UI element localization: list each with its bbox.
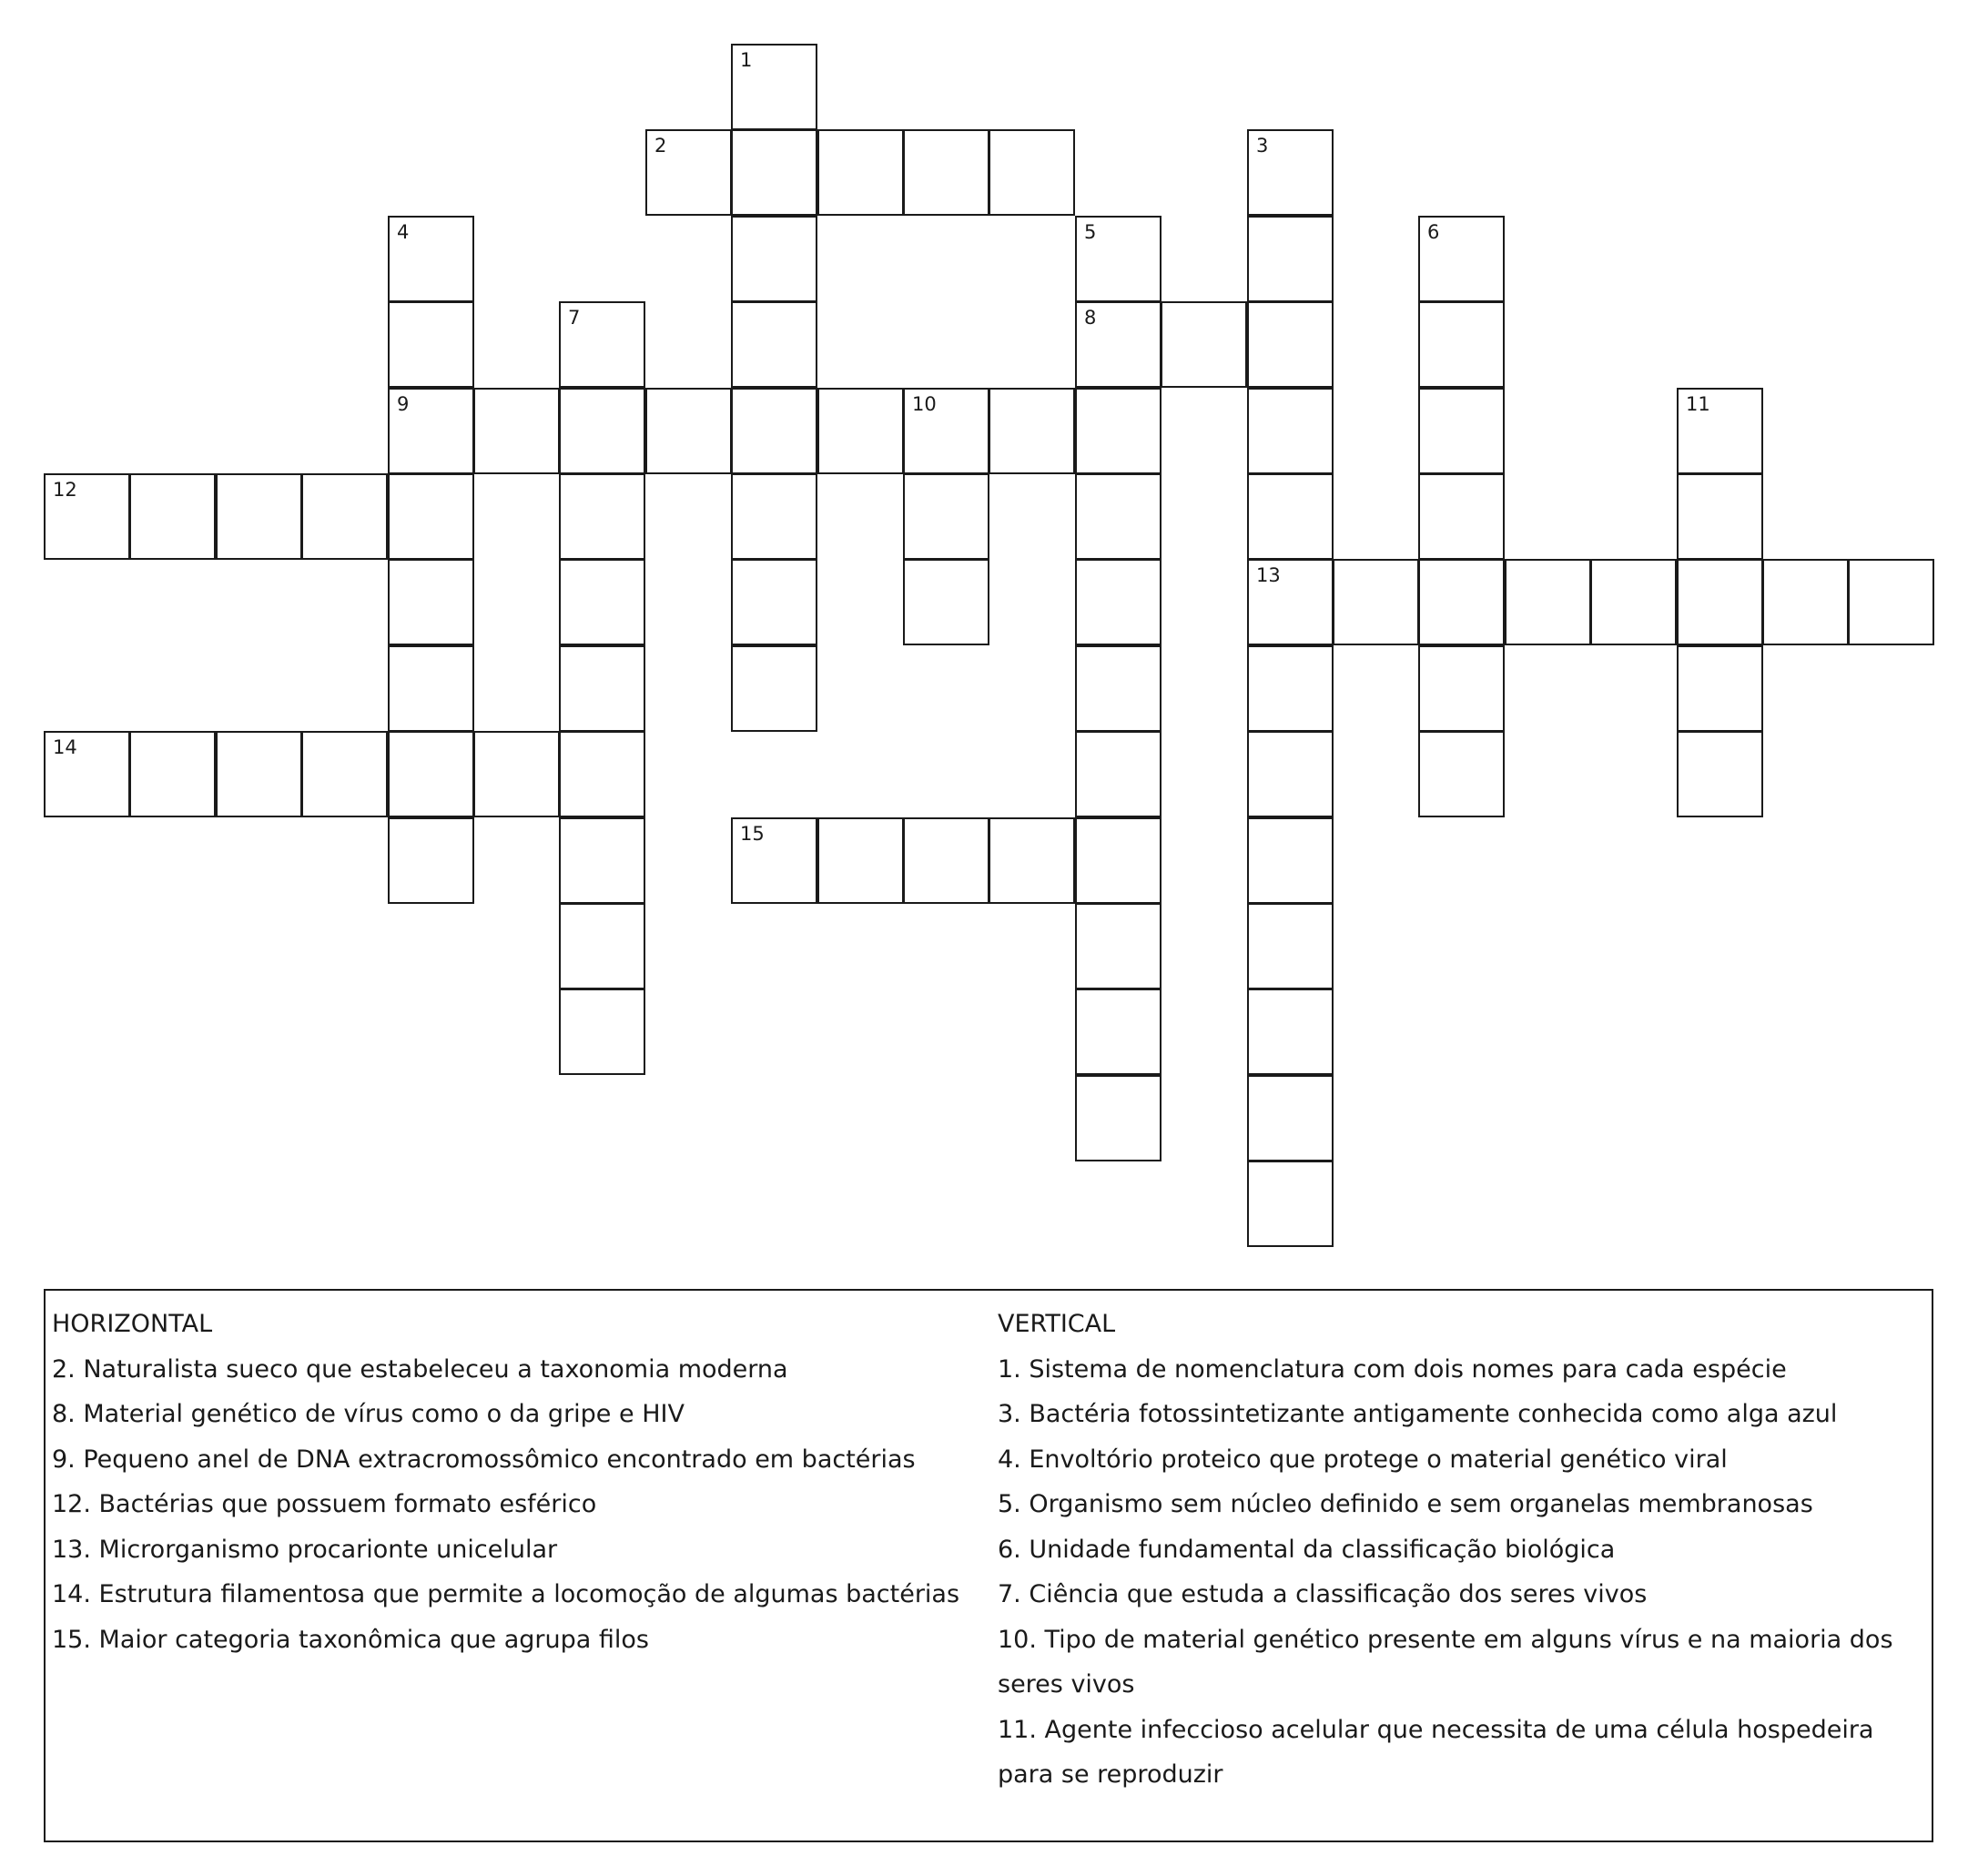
grid-cell[interactable] xyxy=(1677,645,1763,732)
grid-cell[interactable] xyxy=(1848,559,1934,645)
clue-number: 6 xyxy=(1427,221,1440,243)
clue-number: 7 xyxy=(568,307,581,329)
grid-cell[interactable] xyxy=(559,559,645,645)
grid-cell[interactable] xyxy=(1247,473,1334,560)
grid-cell[interactable] xyxy=(1590,559,1677,645)
grid-cell[interactable] xyxy=(1075,817,1162,904)
grid-cell[interactable] xyxy=(1418,731,1505,817)
grid-cell[interactable] xyxy=(1075,301,1162,388)
grid-cell[interactable] xyxy=(473,388,560,474)
horizontal-clues xyxy=(52,1302,989,1662)
grid-cell[interactable] xyxy=(44,473,130,560)
grid-cell[interactable] xyxy=(559,817,645,904)
horizontal-clue: 13. Microrganismo procarionte unicelular xyxy=(52,1535,558,1564)
horizontal-clue: 2. Naturalista sueco que estabeleceu a taxonomia moderna xyxy=(52,1354,788,1384)
horizontal-clue: 8. Material genético de vírus como o da gripe e HIV xyxy=(52,1400,685,1428)
vertical-clue: 11. Agente infeccioso acelular que necessita de uma célula hospedeira para se reproduzir xyxy=(998,1715,1874,1789)
grid-cell[interactable] xyxy=(903,473,989,560)
clue-number: 2 xyxy=(654,135,667,157)
grid-cell[interactable] xyxy=(903,817,989,904)
vertical-clue: 1. Sistema de nomenclatura com dois nomes para cada espécie xyxy=(998,1354,1787,1384)
grid-cell[interactable] xyxy=(388,731,474,817)
grid-cell[interactable] xyxy=(1677,731,1763,817)
vertical-clue: 3. Bactéria fotossintetizante antigamente conhecida como alga azul xyxy=(998,1400,1838,1428)
grid-cell[interactable] xyxy=(989,388,1075,474)
vertical-clue: 5. Organismo sem núcleo definido e sem organelas membranosas xyxy=(998,1490,1813,1518)
grid-cell[interactable] xyxy=(1677,473,1763,560)
grid-cell[interactable] xyxy=(731,129,817,216)
clue-number: 14 xyxy=(53,736,77,758)
grid-cell[interactable] xyxy=(1075,989,1162,1075)
clue-number: 12 xyxy=(53,479,77,501)
grid-cell[interactable] xyxy=(903,559,989,645)
grid-cell[interactable] xyxy=(1075,645,1162,732)
grid-cell[interactable] xyxy=(731,645,817,732)
vertical-clues xyxy=(998,1302,1917,1798)
clue-number: 1 xyxy=(740,49,753,71)
grid-cell[interactable] xyxy=(1075,473,1162,560)
horizontal-clue: 15. Maior categoria taxonômica que agrupa filos xyxy=(52,1625,649,1654)
grid-cell[interactable] xyxy=(1247,1161,1334,1247)
grid-cell[interactable] xyxy=(388,216,474,302)
vertical-clue: 4. Envoltório proteico que protege o material genético viral xyxy=(998,1445,1728,1474)
grid-cell[interactable] xyxy=(559,301,645,388)
grid-cell[interactable] xyxy=(817,817,904,904)
grid-cell[interactable] xyxy=(1075,903,1162,989)
grid-cell[interactable] xyxy=(216,473,302,560)
grid-cell[interactable] xyxy=(1418,216,1505,302)
clue-number: 5 xyxy=(1084,221,1097,243)
grid-cell[interactable] xyxy=(1247,301,1334,388)
grid-cell[interactable] xyxy=(559,731,645,817)
clue-number: 11 xyxy=(1686,393,1710,415)
grid-cell[interactable] xyxy=(388,817,474,904)
grid-cell[interactable] xyxy=(1418,473,1505,560)
grid-cell[interactable] xyxy=(1075,559,1162,645)
grid-cell[interactable] xyxy=(1247,645,1334,732)
horizontal-heading: HORIZONTAL xyxy=(52,1310,213,1338)
grid-cell[interactable] xyxy=(1333,559,1419,645)
vertical-clue: 6. Unidade fundamental da classificação biológica xyxy=(998,1535,1616,1564)
grid-cell[interactable] xyxy=(1418,645,1505,732)
grid-cell[interactable] xyxy=(1505,559,1591,645)
clues-box xyxy=(44,1289,1933,1842)
grid-cell[interactable] xyxy=(1247,903,1334,989)
grid-cell[interactable] xyxy=(1418,559,1505,645)
grid-cell[interactable] xyxy=(731,817,817,904)
horizontal-clue: 12. Bactérias que possuem formato esférico xyxy=(52,1490,597,1518)
grid-cell[interactable] xyxy=(1075,388,1162,474)
grid-cell[interactable] xyxy=(731,388,817,474)
grid-cell[interactable] xyxy=(1075,216,1162,302)
grid-cell[interactable] xyxy=(731,216,817,302)
grid-cell[interactable] xyxy=(559,388,645,474)
grid-cell[interactable] xyxy=(559,903,645,989)
grid-cell[interactable] xyxy=(129,473,216,560)
grid-cell[interactable] xyxy=(1247,129,1334,216)
grid-cell[interactable] xyxy=(1677,559,1763,645)
grid-cell[interactable] xyxy=(388,473,474,560)
grid-cell[interactable] xyxy=(731,473,817,560)
grid-cell[interactable] xyxy=(301,473,388,560)
grid-cell[interactable] xyxy=(44,731,130,817)
grid-cell[interactable] xyxy=(473,731,560,817)
grid-cell[interactable] xyxy=(1247,1075,1334,1161)
grid-cell[interactable] xyxy=(1247,817,1334,904)
clue-number: 4 xyxy=(397,221,410,243)
clue-number: 9 xyxy=(397,393,410,415)
grid-cell[interactable] xyxy=(559,473,645,560)
grid-cell[interactable] xyxy=(388,559,474,645)
grid-cell[interactable] xyxy=(989,129,1075,216)
grid-cell[interactable] xyxy=(301,731,388,817)
grid-cell[interactable] xyxy=(1075,1075,1162,1161)
grid-cell[interactable] xyxy=(1247,989,1334,1075)
grid-cell[interactable] xyxy=(1762,559,1849,645)
horizontal-clue: 14. Estrutura filamentosa que permite a locomoção de algumas bactérias xyxy=(52,1580,960,1608)
clue-number: 8 xyxy=(1084,307,1097,329)
clue-number: 15 xyxy=(740,823,765,845)
grid-cell[interactable] xyxy=(388,645,474,732)
grid-cell[interactable] xyxy=(903,129,989,216)
clue-number: 10 xyxy=(912,393,937,415)
grid-cell[interactable] xyxy=(1418,388,1505,474)
grid-cell[interactable] xyxy=(1247,731,1334,817)
grid-cell[interactable] xyxy=(1418,301,1505,388)
grid-cell[interactable] xyxy=(216,731,302,817)
grid-cell[interactable] xyxy=(1247,559,1334,645)
grid-cell[interactable] xyxy=(645,129,732,216)
vertical-clue: 10. Tipo de material genético presente em alguns vírus e na maioria dos seres vivos xyxy=(998,1625,1893,1699)
grid-cell[interactable] xyxy=(129,731,216,817)
vertical-heading: VERTICAL xyxy=(998,1310,1116,1338)
grid-cell[interactable] xyxy=(817,388,904,474)
grid-cell[interactable] xyxy=(388,388,474,474)
grid-cell[interactable] xyxy=(388,301,474,388)
grid-cell[interactable] xyxy=(1247,388,1334,474)
horizontal-clue: 9. Pequeno anel de DNA extracromossômico encontrado em bactérias xyxy=(52,1445,916,1474)
grid-cell[interactable] xyxy=(1075,731,1162,817)
grid-cell[interactable] xyxy=(645,388,732,474)
grid-cell[interactable] xyxy=(731,44,817,130)
grid-cell[interactable] xyxy=(903,388,989,474)
grid-cell[interactable] xyxy=(731,559,817,645)
grid-cell[interactable] xyxy=(1161,301,1247,388)
clue-number: 13 xyxy=(1256,564,1281,586)
clue-number: 3 xyxy=(1256,135,1269,157)
grid-cell[interactable] xyxy=(1677,388,1763,474)
grid-cell[interactable] xyxy=(989,817,1075,904)
grid-cell[interactable] xyxy=(817,129,904,216)
grid-cell[interactable] xyxy=(731,301,817,388)
grid-cell[interactable] xyxy=(559,645,645,732)
grid-cell[interactable] xyxy=(559,989,645,1075)
grid-cell[interactable] xyxy=(1247,216,1334,302)
vertical-clue: 7. Ciência que estuda a classificação dos seres vivos xyxy=(998,1580,1648,1608)
